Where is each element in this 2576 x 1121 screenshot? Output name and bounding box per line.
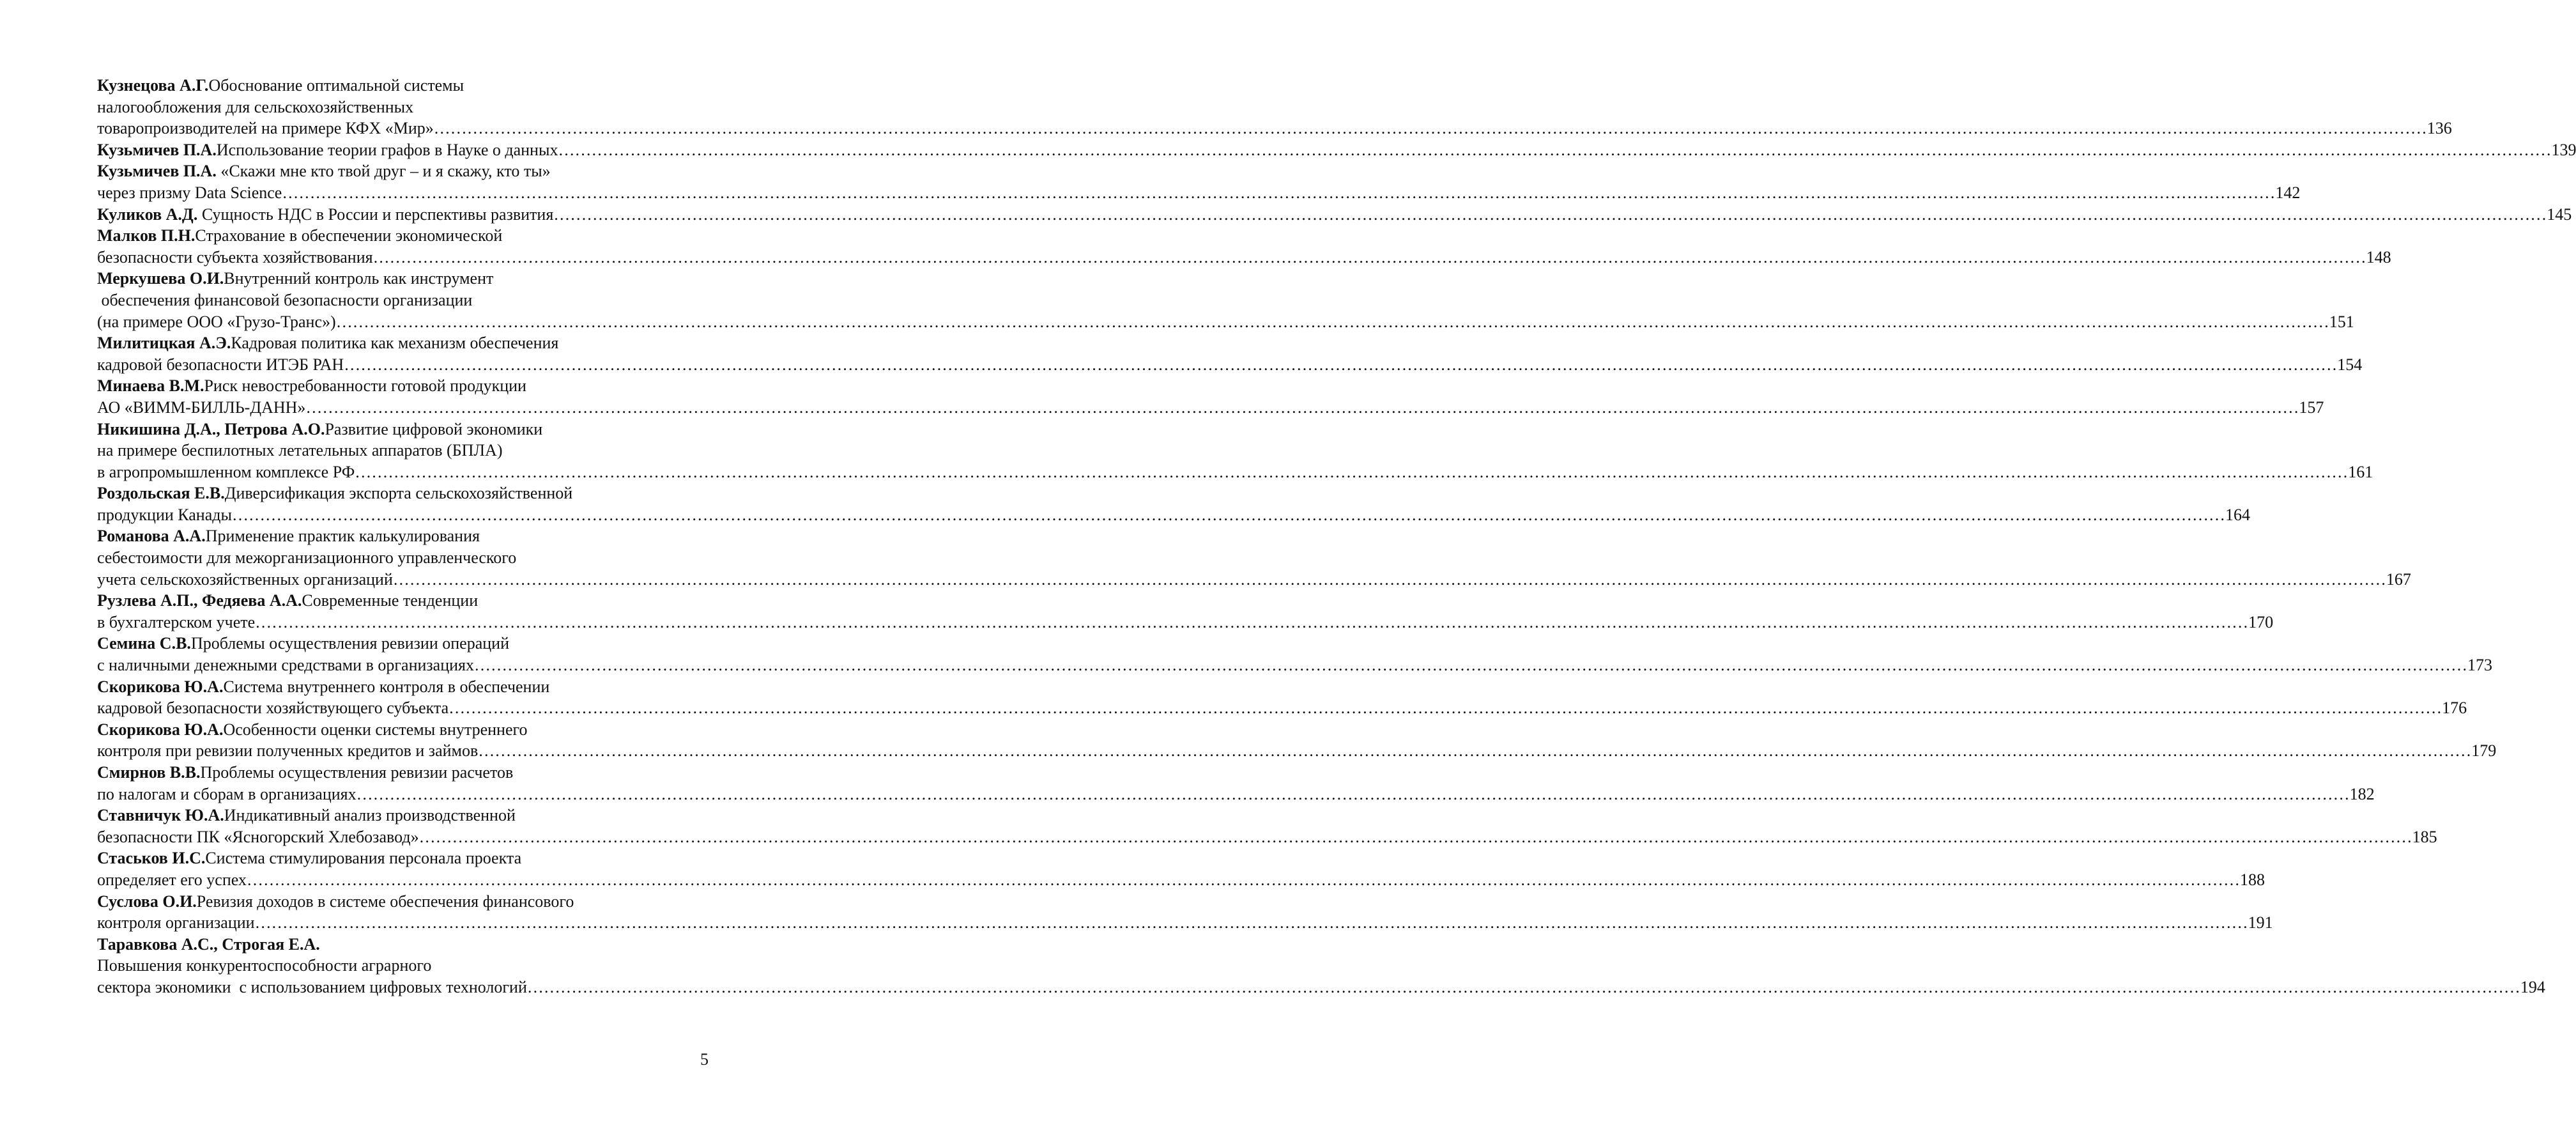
toc-entry-author: Кузнецова А.Г. (97, 76, 209, 95)
toc-entry-title: Риск невостребованности готовой продукции (204, 376, 526, 396)
toc-entry-author: Скорикова Ю.А. (97, 720, 224, 739)
dot-leader: ……………………………………………………………………………………………………………………………………………………………………………………………………………………………………………………………………………………………………………………………… (344, 355, 2338, 374)
dot-leader: ……………………………………………………………………………………………………………………………………………………………………………………………………………………………………………………………………………………………………………………………… (433, 119, 2427, 138)
toc-entry-line (97, 654, 2492, 676)
toc-entry-title: Обоснование оптимальной системы (208, 76, 464, 95)
toc-entry[interactable] (97, 483, 2250, 525)
toc-entry-author: Малков П.Н. (97, 226, 195, 245)
toc-entry-title: Система внутреннего контроля в обеспечении (223, 677, 550, 696)
toc-entry-line (97, 160, 704, 182)
toc-entry-title: контроля при ревизии полученных кредитов и займов (97, 741, 479, 761)
toc-entry-author: Кузьмичев П.А. (97, 140, 217, 159)
toc-entry-line (97, 934, 704, 955)
toc-entry-title: Особенности оценки системы внутреннего (223, 720, 528, 739)
dot-leader: ……………………………………………………………………………………………………………………………………………………………………………………………………………………………………………………………………………………………………………………………… (282, 183, 2276, 202)
toc-entry-line (97, 955, 704, 977)
toc-entry-title: кадровой безопасности хозяйствующего субъекта (97, 699, 449, 718)
toc-entry-title: через призму Data Science (97, 183, 282, 202)
toc-entry-page: 148 (2366, 247, 2391, 267)
toc-entry[interactable] (97, 332, 2363, 375)
toc-entry-line (97, 525, 704, 547)
toc-entry-title: Ревизия доходов в системе обеспечения финансового (196, 892, 574, 911)
toc-entry-author: Романова А.А. (97, 527, 206, 546)
toc-entry[interactable] (97, 934, 2545, 998)
toc-entry-author: Смирнов В.В. (97, 763, 201, 782)
dot-leader: ……………………………………………………………………………………………………………………………………………………………………………………………………………………………………………………………………………………………………………………………… (448, 699, 2442, 718)
dot-leader: ……………………………………………………………………………………………………………………………………………………………………………………………………………………………………………………………………………………………………………………………… (418, 827, 2412, 846)
toc-entry-title: обеспечения финансовой безопасности организации (97, 290, 473, 309)
toc-entry-title: контроля организации (97, 913, 255, 932)
toc-entry[interactable] (97, 160, 2301, 203)
toc-entry-title: на примере беспилотных летательных аппаратов (БПЛА) (97, 441, 503, 460)
dot-leader: ……………………………………………………………………………………………………………………………………………………………………………………………………………………………………………………………………………………………………………………………… (355, 462, 2349, 481)
toc-entry-line (97, 354, 2363, 376)
toc-entry-author: Меркушева О.И. (97, 269, 224, 288)
toc-entry-title: (на примере ООО «Грузо-Транс») (97, 312, 336, 331)
dot-leader: ……………………………………………………………………………………………………………………………………………………………………………………………………………………………………………………………………………………………………………………………… (254, 913, 2248, 932)
page-number: 5 (700, 1050, 709, 1069)
toc-entry-title: Внутренний контроль как инструмент (224, 269, 494, 288)
toc-entry-author: Куликов А.Д. (97, 205, 198, 224)
toc-entry[interactable] (97, 805, 2437, 847)
toc-entry-page: 164 (2225, 505, 2250, 524)
toc-entry-title: Сущность НДС в России и перспективы развития (197, 205, 554, 224)
toc-entry-page: 188 (2239, 870, 2265, 889)
toc-entry[interactable] (97, 225, 2391, 268)
toc-entry-title: продукции Канады (97, 505, 232, 524)
dot-leader: ……………………………………………………………………………………………………………………………………………………………………………………………………………………………………………………………………………………………………………………………… (526, 977, 2520, 996)
toc-entry-line (97, 612, 2274, 633)
toc-entry-author: Суслова О.И. (97, 892, 197, 911)
toc-entry-title: себестоимости для межорганизационного управленческого (97, 548, 517, 568)
toc-entry-line (97, 204, 2572, 226)
toc-entry-author: Ставничук Ю.А. (97, 806, 224, 825)
toc-entry[interactable] (97, 633, 2492, 676)
dot-leader: ……………………………………………………………………………………………………………………………………………………………………………………………………………………………………………………………………………………………………………………………… (335, 312, 2329, 331)
toc-entry[interactable] (97, 719, 2497, 762)
toc-entry-page: 191 (2248, 913, 2273, 932)
toc-entry-page: 185 (2412, 827, 2437, 846)
toc-entry-title: по налогам и сборам в организациях (97, 784, 356, 803)
toc-entry-line (97, 719, 704, 741)
toc-entry-author: Никишина Д.А., Петрова А.О. (97, 419, 325, 438)
toc-entry-title: Система стимулирования персонала проекта (205, 849, 522, 868)
toc-entry-title: Проблемы осуществления ревизии операций (190, 634, 509, 653)
dot-leader: ……………………………………………………………………………………………………………………………………………………………………………………………………………………………………………………………………………………………………………………………… (372, 247, 2366, 267)
toc-entry-title: сектора экономики с использованием цифровых технологий (97, 977, 527, 996)
toc-entry-line (97, 912, 2273, 934)
toc-entry-page: 145 (2547, 205, 2572, 224)
toc-entry-line (97, 869, 2265, 891)
toc-entry-title: АО «ВИММ-БИЛЛЬ-ДАНН» (97, 398, 306, 417)
dot-leader: ……………………………………………………………………………………………………………………………………………………………………………………………………………………………………………………………………………………………………………………………… (246, 870, 2240, 889)
toc-entry-page: 179 (2471, 741, 2497, 761)
toc-entry-author: Милитицкая А.Э. (97, 334, 231, 353)
toc-entry-title: Современные тенденции (302, 591, 479, 610)
toc-entry-line (97, 118, 2452, 139)
toc-entry-title: определяет его успех (97, 870, 247, 889)
toc-entry-line (97, 440, 704, 461)
toc-entry[interactable] (97, 525, 2411, 590)
toc-entry-title: Кадровая политика как механизм обеспечения (231, 334, 559, 353)
toc-entry[interactable] (97, 419, 2373, 483)
dot-leader: ……………………………………………………………………………………………………………………………………………………………………………………………………………………………………………………………………………………………………………………………… (305, 398, 2299, 417)
toc-entry-title: с наличными денежными средствами в организациях (97, 656, 474, 675)
toc-entry-page: 151 (2329, 312, 2354, 331)
toc-entry-title: учета сельскохозяйственных организаций (97, 569, 393, 589)
dot-leader: ……………………………………………………………………………………………………………………………………………………………………………………………………………………………………………………………………………………………………………………………… (392, 569, 2386, 589)
toc-entry-title: безопасности субъекта хозяйствования (97, 247, 373, 267)
toc-entry-author: Стаськов И.С. (97, 849, 206, 868)
table-of-contents (97, 75, 2576, 998)
toc-entry-page: 139 (2551, 140, 2576, 159)
toc-entry-title: «Скажи мне кто твой друг – и я скажу, кто ты» (216, 162, 551, 181)
toc-entry-line (97, 419, 704, 440)
toc-entry-title: в агропромышленном комплексе РФ (97, 462, 355, 481)
toc-entry-line (97, 590, 704, 612)
toc-entry-line (97, 397, 2324, 419)
toc-entry-line (97, 891, 704, 913)
toc-entry-line (97, 504, 2250, 526)
toc-entry[interactable] (97, 891, 2273, 934)
toc-entry-page: 142 (2275, 183, 2301, 202)
toc-entry-page: 182 (2349, 784, 2375, 803)
toc-entry-page: 170 (2248, 612, 2274, 631)
toc-entry-title: Страхование в обеспечении экономической (195, 226, 503, 245)
toc-entry[interactable] (97, 204, 2572, 226)
toc-entry-author: Кузьмичев П.А. (97, 162, 217, 181)
toc-entry-line (97, 75, 704, 97)
toc-entry-line (97, 375, 704, 397)
toc-entry-line (97, 182, 2301, 204)
toc-entry-line (97, 762, 704, 784)
toc-entry-author: Рузлева А.П., Федяева А.А. (97, 591, 302, 610)
toc-entry-line (97, 97, 704, 118)
toc-entry-page: 176 (2442, 699, 2467, 718)
toc-entry-author: Минаева В.М. (97, 376, 204, 396)
toc-entry-title: товаропроизводителей на примере КФХ «Мир» (97, 119, 434, 138)
toc-entry-line (97, 332, 704, 354)
dot-leader: ……………………………………………………………………………………………………………………………………………………………………………………………………………………………………………………………………………………………………………………………… (558, 140, 2552, 159)
dot-leader: ……………………………………………………………………………………………………………………………………………………………………………………………………………………………………………………………………………………………………………………………… (553, 205, 2547, 224)
toc-entry-title: кадровой безопасности ИТЭБ РАН (97, 355, 344, 374)
toc-entry-author: Семина С.В. (97, 634, 191, 653)
toc-entry-title: Индикативный анализ производственной (224, 806, 516, 825)
toc-entry-line (97, 461, 2373, 483)
toc-entry[interactable] (97, 762, 2375, 805)
dot-leader: ……………………………………………………………………………………………………………………………………………………………………………………………………………………………………………………………………………………………………………………………… (474, 656, 2467, 675)
toc-entry-line (97, 826, 2437, 848)
toc-entry-line (97, 547, 704, 569)
toc-entry[interactable] (97, 375, 2324, 418)
toc-entry-title: Проблемы осуществления ревизии расчетов (200, 763, 514, 782)
toc-entry-page: 161 (2348, 462, 2373, 481)
toc-entry-line (97, 847, 704, 869)
toc-entry-title: безопасности ПК «Ясногорский Хлебозавод» (97, 827, 419, 846)
dot-leader: ……………………………………………………………………………………………………………………………………………………………………………………………………………………………………………………………………………………………………………………………… (255, 612, 2249, 631)
toc-entry-title: Использование теории графов в Науке о данных (216, 140, 558, 159)
dot-leader: ……………………………………………………………………………………………………………………………………………………………………………………………………………………………………………………………………………………………………………………………… (478, 741, 2472, 761)
toc-entry-line (97, 697, 2467, 719)
toc-entry-line (97, 977, 2545, 998)
toc-entry-page: 154 (2337, 355, 2363, 374)
dot-leader: ……………………………………………………………………………………………………………………………………………………………………………………………………………………………………………………………………………………………………………………………… (356, 784, 2350, 803)
toc-entry-title: в бухгалтерском учете (97, 612, 256, 631)
toc-entry-line (97, 805, 704, 826)
toc-entry-page: 136 (2426, 119, 2452, 138)
toc-entry-line (97, 247, 2391, 268)
toc-entry[interactable] (97, 676, 2467, 719)
toc-entry-page: 167 (2386, 569, 2411, 589)
toc-entry-title: Повышения конкурентоспособности аграрного (97, 956, 432, 975)
toc-entry-title: Применение практик калькулирования (205, 527, 480, 546)
toc-entry-author: Таравкова А.С., Строгая Е.А. (97, 934, 320, 954)
toc-entry-line (97, 676, 704, 698)
toc-entry[interactable] (97, 75, 2452, 139)
toc-entry-author: Скорикова Ю.А. (97, 677, 224, 696)
toc-entry-title: Диверсификация экспорта сельскохозяйственной (224, 484, 573, 503)
toc-entry-page: 173 (2467, 656, 2492, 675)
toc-entry-author: Роздольская Е.В. (97, 484, 225, 503)
toc-entry-line (97, 633, 704, 654)
toc-entry-line (97, 483, 704, 504)
toc-entry-title: налогообложения для сельскохозяйственных (97, 97, 414, 116)
toc-entry-line (97, 268, 704, 290)
toc-entry-line (97, 784, 2375, 805)
toc-entry-line (97, 290, 704, 311)
toc-entry-line (97, 139, 2576, 161)
toc-entry-line (97, 225, 704, 247)
toc-entry[interactable] (97, 268, 2354, 332)
dot-leader: ……………………………………………………………………………………………………………………………………………………………………………………………………………………………………………………………………………………………………………………………… (231, 505, 2225, 524)
toc-entry[interactable] (97, 590, 2274, 633)
toc-entry[interactable] (97, 139, 2576, 161)
toc-entry-page: 157 (2299, 398, 2324, 417)
toc-entry-line (97, 740, 2497, 762)
toc-entry[interactable] (97, 847, 2265, 890)
toc-entry-line (97, 311, 2354, 333)
toc-entry-line (97, 569, 2411, 591)
toc-entry-title: Развитие цифровой экономики (325, 419, 543, 438)
toc-entry-page: 194 (2520, 977, 2545, 996)
